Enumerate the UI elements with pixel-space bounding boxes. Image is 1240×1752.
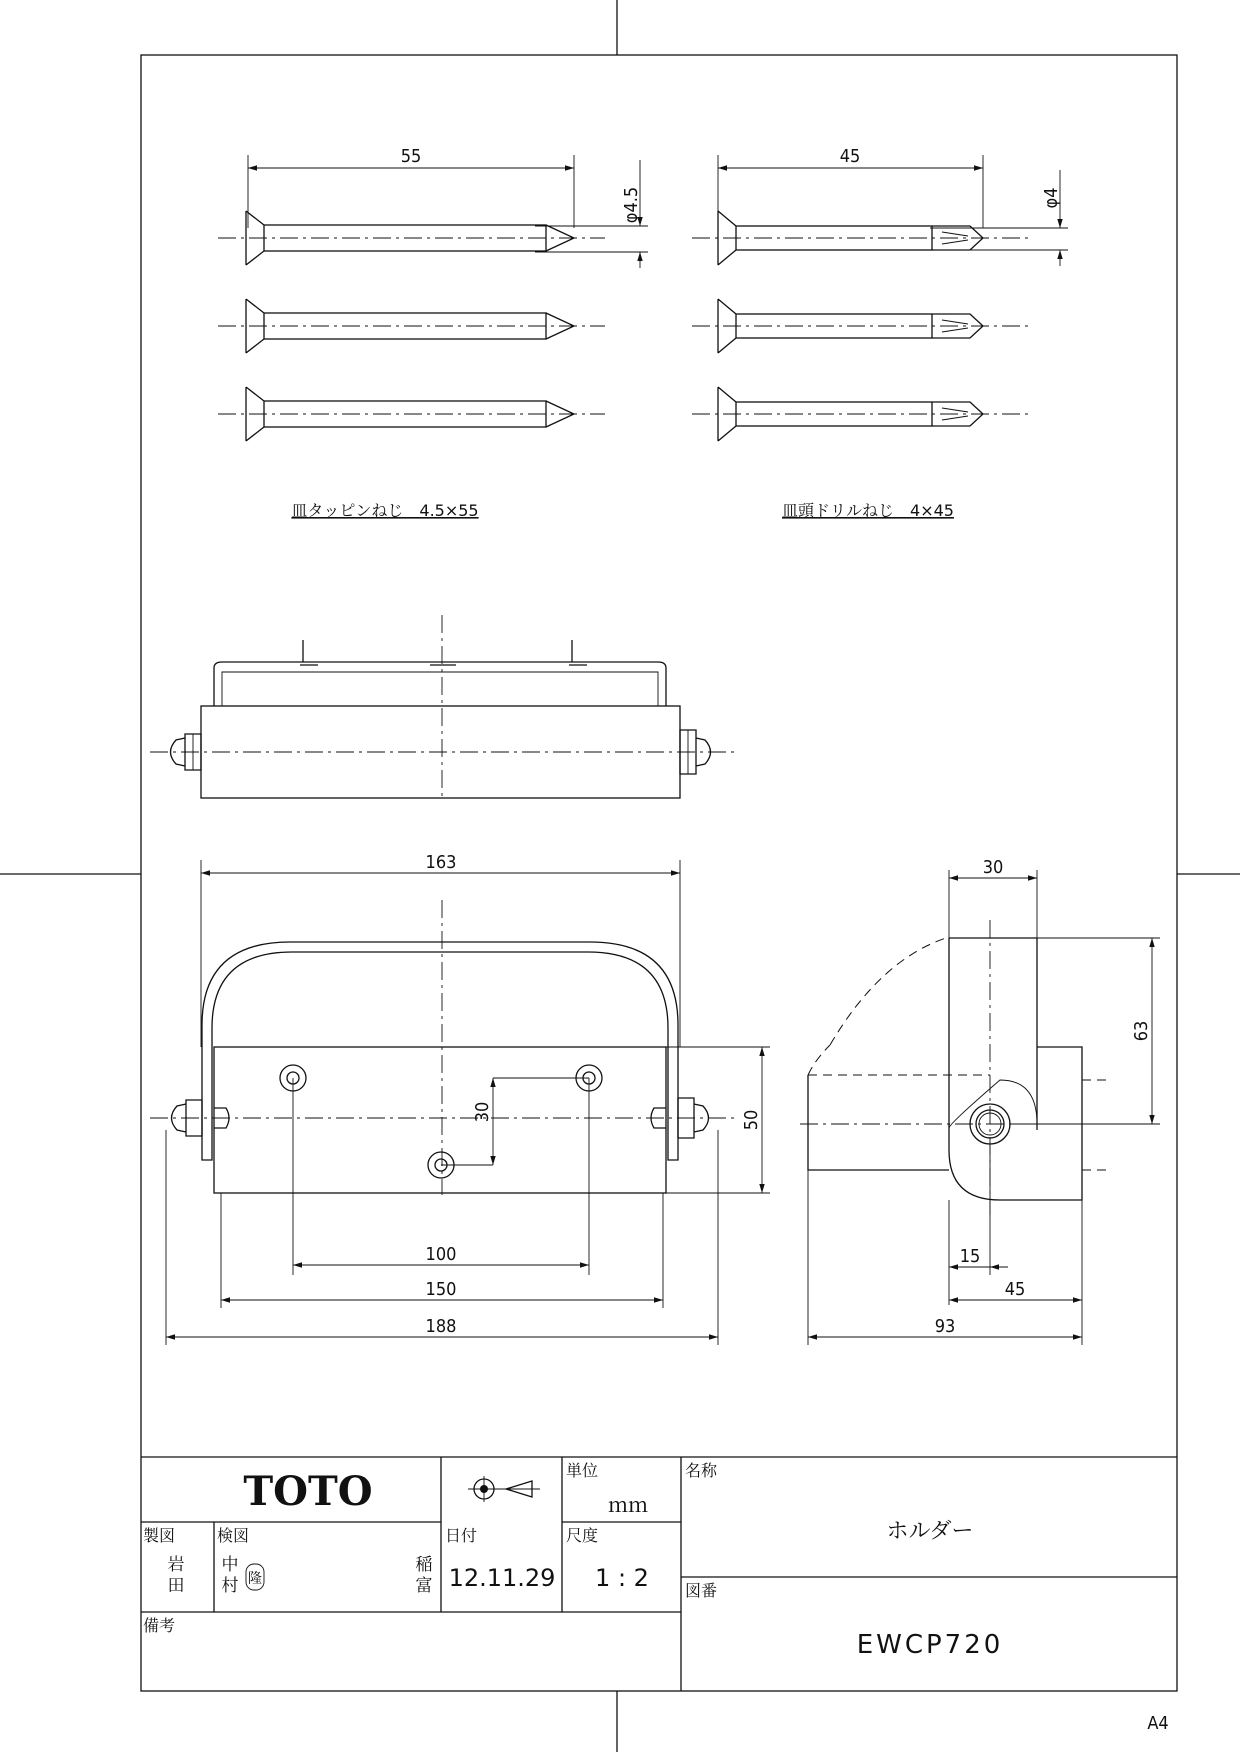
name-value: ホルダー bbox=[886, 1519, 974, 1544]
dim-93-label: 93 bbox=[934, 1316, 956, 1337]
drill-screw-1 bbox=[692, 211, 1028, 265]
tapping-screw-1 bbox=[218, 211, 605, 265]
unit-label: 単位 bbox=[566, 1461, 599, 1480]
unit-value: ｍｍ bbox=[608, 1493, 648, 1517]
dim-45-screw-label: 45 bbox=[839, 146, 861, 167]
front-view bbox=[150, 852, 770, 1345]
date-value: 12.11.29 bbox=[448, 1564, 556, 1592]
checked-seal: 隆 bbox=[248, 1571, 262, 1587]
checked-value-2: 村 bbox=[221, 1576, 239, 1596]
drawn-value-2: 田 bbox=[167, 1576, 185, 1596]
dim-150-label: 150 bbox=[425, 1279, 457, 1300]
toto-logo: TOTO bbox=[243, 1468, 373, 1515]
dim-15-label: 15 bbox=[959, 1246, 981, 1267]
tapping-screw-2 bbox=[218, 299, 605, 353]
checked-label: 検図 bbox=[217, 1526, 250, 1545]
drill-screws bbox=[692, 146, 1068, 520]
dim-side-45-label: 45 bbox=[1004, 1279, 1026, 1300]
dim-30-label: 30 bbox=[472, 1101, 493, 1123]
drawn-value-1: 岩 bbox=[167, 1555, 185, 1575]
paper-size-label: A4 bbox=[1147, 1713, 1169, 1734]
dim-50-label: 50 bbox=[741, 1109, 762, 1131]
dim-55-label: 55 bbox=[400, 146, 422, 167]
dim-phi45-label: φ4.5 bbox=[621, 186, 642, 224]
dim-side-30-label: 30 bbox=[982, 857, 1004, 878]
drawn-label: 製図 bbox=[143, 1526, 176, 1545]
scale-label: 尺度 bbox=[566, 1526, 599, 1545]
title-block bbox=[141, 1457, 1177, 1691]
scale-value: 1 : 2 bbox=[595, 1564, 649, 1592]
dim-phi4-label: φ4 bbox=[1041, 187, 1062, 209]
tapping-screw-3 bbox=[218, 387, 605, 441]
dim-188-label: 188 bbox=[425, 1316, 457, 1337]
dim-63-label: 63 bbox=[1131, 1020, 1152, 1042]
side-view bbox=[800, 857, 1160, 1345]
dim-163-label: 163 bbox=[425, 852, 457, 873]
tapping-screws bbox=[218, 146, 648, 520]
checked-value-4: 富 bbox=[415, 1576, 433, 1596]
drawing-no-label: 図番 bbox=[685, 1581, 718, 1600]
name-label: 名称 bbox=[685, 1461, 718, 1480]
checked-value-3: 稲 bbox=[415, 1555, 433, 1575]
dim-100-label: 100 bbox=[425, 1244, 457, 1265]
date-label: 日付 bbox=[445, 1526, 478, 1545]
projection-symbol-icon bbox=[468, 1476, 540, 1502]
checked-value-1: 中 bbox=[221, 1555, 239, 1575]
drill-screw-caption: 皿頭ドリルねじ 4×45 bbox=[782, 501, 954, 520]
drill-screw-3 bbox=[692, 387, 1028, 441]
top-view bbox=[150, 615, 736, 800]
drawing-no-value: EWCP720 bbox=[856, 1630, 1004, 1660]
drill-screw-2 bbox=[692, 299, 1028, 353]
remarks-label: 備考 bbox=[143, 1616, 176, 1635]
tapping-screw-caption: 皿タッピンねじ 4.5×55 bbox=[291, 501, 479, 520]
